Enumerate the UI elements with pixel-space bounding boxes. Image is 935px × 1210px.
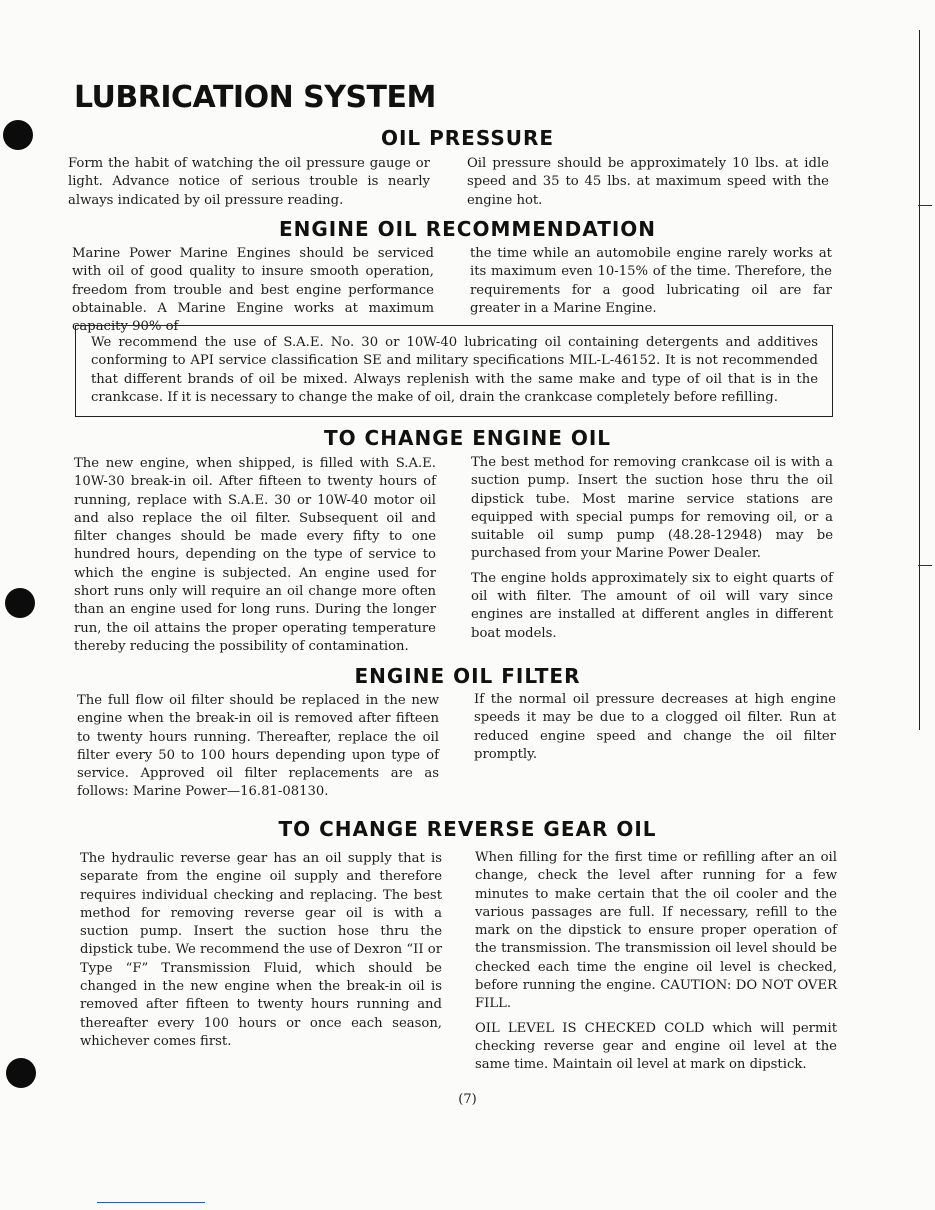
oil-pressure-right — [467, 155, 829, 210]
scan-underline — [97, 1202, 205, 1203]
heading-oil-pressure: OIL PRESSURE — [380, 126, 555, 150]
binder-hole-middle — [5, 588, 35, 618]
binder-hole-bottom — [6, 1058, 36, 1088]
heading-reverse-gear-oil: TO CHANGE REVERSE GEAR OIL — [278, 817, 657, 841]
oil-recommendation-notice: We recommend the use of S.A.E. No. 30 or 10W-40 lubricating oil containing detergents and additives conforming to API service classification SE and military specifications MIL-L-46152. It is not recommended that different brands of oil be mixed. Always replenish with the same make and type of oil that is in the crankcase. If it is necessary to change the make of oil, drain the crankcase completely before refilling. — [75, 325, 833, 417]
page-title: LUBRICATION SYSTEM — [74, 80, 436, 115]
paragraph: Oil pressure should be approximately 10 lbs. at idle speed and 35 to 45 lbs. at maximum speed with the engine hot. — [467, 156, 829, 208]
page-edge-tick — [918, 205, 932, 206]
change-engine-oil-left — [74, 455, 436, 656]
paragraph: When filling for the first time or refilling after an oil change, check the level after running for a few minutes to make certain that the oil cooler and the various passages are full. If necessary, refill to the mark on the dipstick to ensure proper operation of the transmission. The transmission oil level should be checked each time the engine oil level is checked, before running the engine. CAUTION: DO NOT OVER FILL. — [475, 850, 837, 1012]
oil-recommendation-right — [470, 245, 832, 318]
reverse-gear-right — [475, 849, 837, 1075]
oil-filter-left — [77, 692, 439, 802]
paragraph: If the normal oil pressure decreases at high engine speeds it may be due to a clogged oil filter. Run at reduced engine speed and change the oil filter promptly. — [474, 692, 836, 762]
change-engine-oil-right — [471, 454, 833, 643]
oil-pressure-left — [68, 155, 430, 210]
heading-engine-oil-filter: ENGINE OIL FILTER — [354, 664, 581, 688]
paragraph: The full flow oil filter should be replaced in the new engine when the break-in oil is removed after fifteen to twenty hours running. Thereafter, replace the oil filter every 50 to 100 hours depending upon type of service. Approved oil filter replacements are as follows: Marine Power—16.81-08130. — [77, 693, 439, 800]
paragraph: The best method for removing crankcase oil is with a suction pump. Insert the suction hose thru the oil dipstick tube. Most marine service stations are equipped with special pumps for removing oil, or a suitable oil sump pump (48.28-12948) may be purchased from your Marine Power Dealer. — [471, 455, 833, 562]
heading-engine-oil-recommendation: ENGINE OIL RECOMMENDATION — [278, 217, 657, 241]
paragraph: Marine Power Marine Engines should be serviced with oil of good quality to insure smooth operation, freedom from trouble and best engine performance obtainable. A Marine Engine works at maximum capacity 90% of — [72, 246, 434, 335]
paragraph: The new engine, when shipped, is filled with S.A.E. 10W-30 break-in oil. After fifteen to twenty hours of running, replace with S.A.E. 30 or 10W-40 motor oil and also replace the oil filter. Subsequent oil and filter changes should be made every fifty to one hundred hours, depending on the type of service to which the engine is subjected. An engine used for short runs only will require an oil change more often than an engine used for long runs. During the longer run, the oil attains the proper operating temperature thereby reducing the possibility of contamination. — [74, 456, 436, 654]
heading-change-engine-oil: TO CHANGE ENGINE OIL — [323, 426, 612, 450]
paragraph: the time while an automobile engine rarely works at its maximum even 10-15% of the time. Therefore, the requirements for a good lubricating oil are far greater in a Marine Engine. — [470, 246, 832, 316]
reverse-gear-left — [80, 850, 442, 1051]
page-number: (7) — [458, 1092, 477, 1107]
paragraph: The engine holds approximately six to eight quarts of oil with filter. The amount of oil will vary since engines are installed at different angles in different boat models. — [471, 570, 833, 641]
page-edge-tick — [918, 565, 932, 566]
paragraph: The hydraulic reverse gear has an oil supply that is separate from the engine oil supply and therefore requires individual checking and replacing. The best method for removing reverse gear oil is with a suction pump. Insert the suction hose thru the dipstick tube. We recommend the use of Dexron “II or Type “F” Transmission Fluid, which should be changed in the new engine when the break-in oil is removed after fifteen to twenty hours running and thereafter every 100 hours or once each season, whichever comes first. — [80, 851, 442, 1049]
paragraph: Form the habit of watching the oil pressure gauge or light. Advance notice of serious trouble is nearly always indicated by oil pressure reading. — [68, 156, 430, 208]
oil-filter-right — [474, 691, 836, 764]
oil-recommendation-left — [72, 245, 434, 336]
paragraph: OIL LEVEL IS CHECKED COLD which will permit checking reverse gear and engine oil level at the same time. Maintain oil level at mark on dipstick. — [475, 1020, 837, 1073]
